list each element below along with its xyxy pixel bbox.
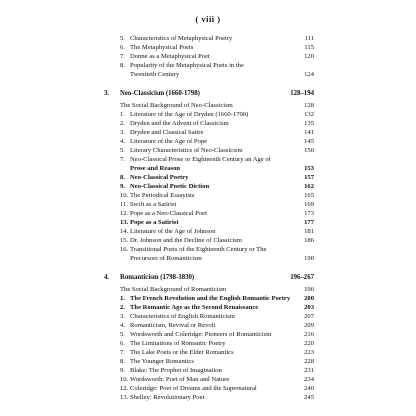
- toc-entry: [100, 164, 314, 173]
- section-pages: 128–194: [290, 90, 314, 97]
- entry-page: 231: [304, 367, 314, 374]
- entry-number: 9.: [120, 183, 125, 190]
- entry-title: Dr. Johnson and the Decline of Classicism: [130, 237, 242, 244]
- entry-page: 220: [304, 340, 314, 347]
- entry-title: Literature of the Age of Johnson: [130, 228, 216, 235]
- entry-title: Literature of the Age of Dryden (1660-1700): [130, 111, 249, 118]
- entry-title: Literature of the Age of Pope: [130, 138, 208, 145]
- entry-title: Dryden and the Advent of Classicism: [130, 120, 229, 127]
- toc-block-metaphysical: [100, 34, 314, 79]
- entry-title: Popularity of the Metaphysical Poets in the: [130, 62, 244, 69]
- toc-entry: [100, 303, 314, 312]
- entry-page: 216: [304, 331, 314, 338]
- entry-title: The Social Background of Romanticism: [120, 286, 227, 293]
- entry-number: 10.: [120, 192, 129, 199]
- entry-title: The Metaphysical Poets: [130, 44, 194, 51]
- entry-title: The Romantic Age as the Second Renaissance: [130, 304, 259, 311]
- section-title: Romanticism (1798-1830): [120, 274, 195, 281]
- toc-entry: [100, 285, 314, 294]
- entry-title: Neo-Classical Poetry: [130, 174, 189, 181]
- toc-entry: [100, 119, 314, 128]
- entry-number: 7.: [120, 349, 125, 356]
- entry-number: 13.: [120, 394, 129, 401]
- entry-title: Characteristics of English Romanticism: [130, 313, 235, 320]
- entry-number: 6.: [120, 44, 125, 51]
- entry-page: 209: [304, 322, 314, 329]
- entry-number: 8.: [120, 174, 125, 181]
- entry-page: 228: [304, 358, 314, 365]
- entry-page: 223: [304, 349, 314, 356]
- toc-entry: [100, 312, 314, 321]
- toc-entry: [100, 200, 314, 209]
- entry-page: 200: [304, 295, 314, 302]
- toc-entry: [100, 357, 314, 366]
- entry-number: 5.: [120, 35, 125, 42]
- entry-number: 8.: [120, 358, 125, 365]
- entry-number: 10.: [120, 376, 129, 383]
- toc-entry: [100, 321, 314, 330]
- section-title: Neo-Classicism (1660-1798): [120, 90, 200, 97]
- toc-entry: [100, 366, 314, 375]
- toc-entry: [100, 227, 314, 236]
- entry-title: The French Revolution and the English Romantic Poetry: [130, 295, 291, 302]
- entry-number: 14.: [120, 228, 129, 235]
- section-number: 4.: [104, 274, 110, 281]
- toc-entry: [100, 330, 314, 339]
- section-heading-romanticism: [100, 273, 314, 282]
- toc-entry: [100, 375, 314, 384]
- toc-entry: [100, 393, 314, 402]
- toc-entry: [100, 110, 314, 119]
- entry-number: 6.: [120, 340, 125, 347]
- toc-content: [100, 34, 314, 402]
- entry-number: 5.: [120, 147, 125, 154]
- entry-number: 8.: [120, 62, 125, 69]
- entry-page: 234: [304, 376, 314, 383]
- entry-page: 150: [304, 147, 314, 154]
- entry-page: 186: [304, 237, 314, 244]
- toc-entry: [100, 294, 314, 303]
- entry-page: 169: [304, 201, 314, 208]
- entry-page: 181: [304, 228, 314, 235]
- entry-page: 240: [304, 385, 314, 392]
- entry-page: 145: [304, 138, 314, 145]
- entry-title: Transitional Poets of the Eighteenth Century or The: [130, 246, 267, 253]
- section-number: 3.: [104, 90, 110, 97]
- entry-page: 115: [304, 44, 314, 51]
- entry-number: 7.: [120, 156, 125, 163]
- entry-number: 16.: [120, 246, 129, 253]
- entry-page: 165: [304, 192, 314, 199]
- entry-number: 4.: [120, 138, 125, 145]
- entry-page: 111: [304, 35, 314, 42]
- toc-entry: [100, 245, 314, 254]
- entry-page: 162: [304, 183, 314, 190]
- entry-number: 2.: [120, 304, 125, 311]
- page-number: ( viii ): [195, 14, 221, 24]
- entry-page: 203: [304, 304, 314, 311]
- entry-page: 135: [304, 120, 314, 127]
- entry-page: 120: [304, 53, 314, 60]
- entry-page: 153: [304, 165, 314, 172]
- entry-page: 173: [304, 210, 314, 217]
- entry-number: 11.: [120, 201, 128, 208]
- toc-entry: [100, 128, 314, 137]
- entry-number: 4.: [120, 322, 125, 329]
- toc-entry: [100, 61, 314, 70]
- entry-page: 207: [304, 313, 314, 320]
- entry-page: 177: [304, 219, 314, 226]
- entry-title: Pope as a Neo-Classical Poet: [130, 210, 207, 217]
- entry-title: The Periodical Essayists: [130, 192, 195, 199]
- entry-number: 13.: [120, 219, 129, 226]
- entry-title: Blake: The Prophet of Imagination: [130, 367, 222, 374]
- entry-number: 12.: [120, 385, 129, 392]
- entry-page: 190: [304, 255, 314, 262]
- entry-title: The Younger Romantics: [130, 358, 194, 365]
- entry-title: The Lake Poets or the Elder Romantics: [130, 349, 234, 356]
- entry-number: 3.: [120, 313, 125, 320]
- toc-entry: [100, 384, 314, 393]
- toc-block-romanticism: [100, 285, 314, 402]
- toc-entry: [100, 339, 314, 348]
- entry-number: 1.: [120, 111, 125, 118]
- toc-entry: [100, 137, 314, 146]
- toc-entry: [100, 254, 314, 263]
- entry-title: The Social Background of Neo-Classicism: [120, 102, 233, 109]
- entry-page: 141: [304, 129, 314, 136]
- entry-number: 2.: [120, 120, 125, 127]
- entry-title: Wordsworth and Coleridge: Pioneers of Romanticism: [130, 331, 272, 338]
- toc-block-neo-classicism: [100, 101, 314, 263]
- entry-title: Dryden and Classical Satire: [130, 129, 204, 136]
- entry-title: Neo-Classical Prose or Eighteenth Century an Age of: [130, 156, 271, 163]
- toc-entry: [100, 173, 314, 182]
- toc-entry: [100, 218, 314, 227]
- entry-page: 124: [304, 71, 314, 78]
- entry-title: The Limitations of Romantic Poetry: [130, 340, 226, 347]
- entry-page: 245: [304, 394, 314, 401]
- entry-page: 157: [304, 174, 314, 181]
- entry-title: Coleridge: Poet of Dreams and the Supernatural: [130, 385, 257, 392]
- entry-number: 9.: [120, 367, 125, 374]
- entry-number: 15.: [120, 237, 129, 244]
- entry-title: Precursors of Romanticism: [130, 255, 202, 262]
- entry-number: 1.: [120, 295, 125, 302]
- entry-title: Neo-Classical Poetic Diction: [130, 183, 210, 190]
- entry-title: Literary Characteristics of Neo-Classicism: [130, 147, 243, 154]
- toc-entry: [100, 70, 314, 79]
- toc-entry: [100, 146, 314, 155]
- entry-title: Swift as a Satirist: [130, 201, 177, 208]
- section-heading-neo-classicism: [100, 89, 314, 98]
- toc-entry: [100, 101, 314, 110]
- entry-page: 196: [304, 286, 314, 293]
- entry-title: Donne as a Metaphysical Poet: [130, 53, 210, 60]
- entry-title: Romanticism, Revival or Revolt: [130, 322, 216, 329]
- entry-title: Wordsworth: Poet of Man and Nature: [130, 376, 230, 383]
- toc-entry: [100, 182, 314, 191]
- entry-page: 128: [304, 102, 314, 109]
- entry-page: 132: [304, 111, 314, 118]
- entry-title: Characteristics of Metaphysical Poetry: [130, 35, 233, 42]
- entry-title: Prose and Reason: [130, 165, 181, 172]
- entry-number: 3.: [120, 129, 125, 136]
- toc-entry: [100, 34, 314, 43]
- entry-number: 5.: [120, 331, 125, 338]
- toc-entry: [100, 43, 314, 52]
- toc-entry: [100, 348, 314, 357]
- section-pages: 196–267: [290, 274, 314, 281]
- entry-title: Twentieth Century: [130, 71, 180, 78]
- toc-entry: [100, 236, 314, 245]
- entry-title: Shelley: Revolutionary Poet: [130, 394, 205, 401]
- toc-entry: [100, 209, 314, 218]
- toc-entry: [100, 155, 314, 164]
- toc-entry: [100, 52, 314, 61]
- entry-number: 7.: [120, 53, 125, 60]
- entry-number: 12.: [120, 210, 129, 217]
- toc-entry: [100, 191, 314, 200]
- entry-title: Pope as a Satirist: [130, 219, 179, 226]
